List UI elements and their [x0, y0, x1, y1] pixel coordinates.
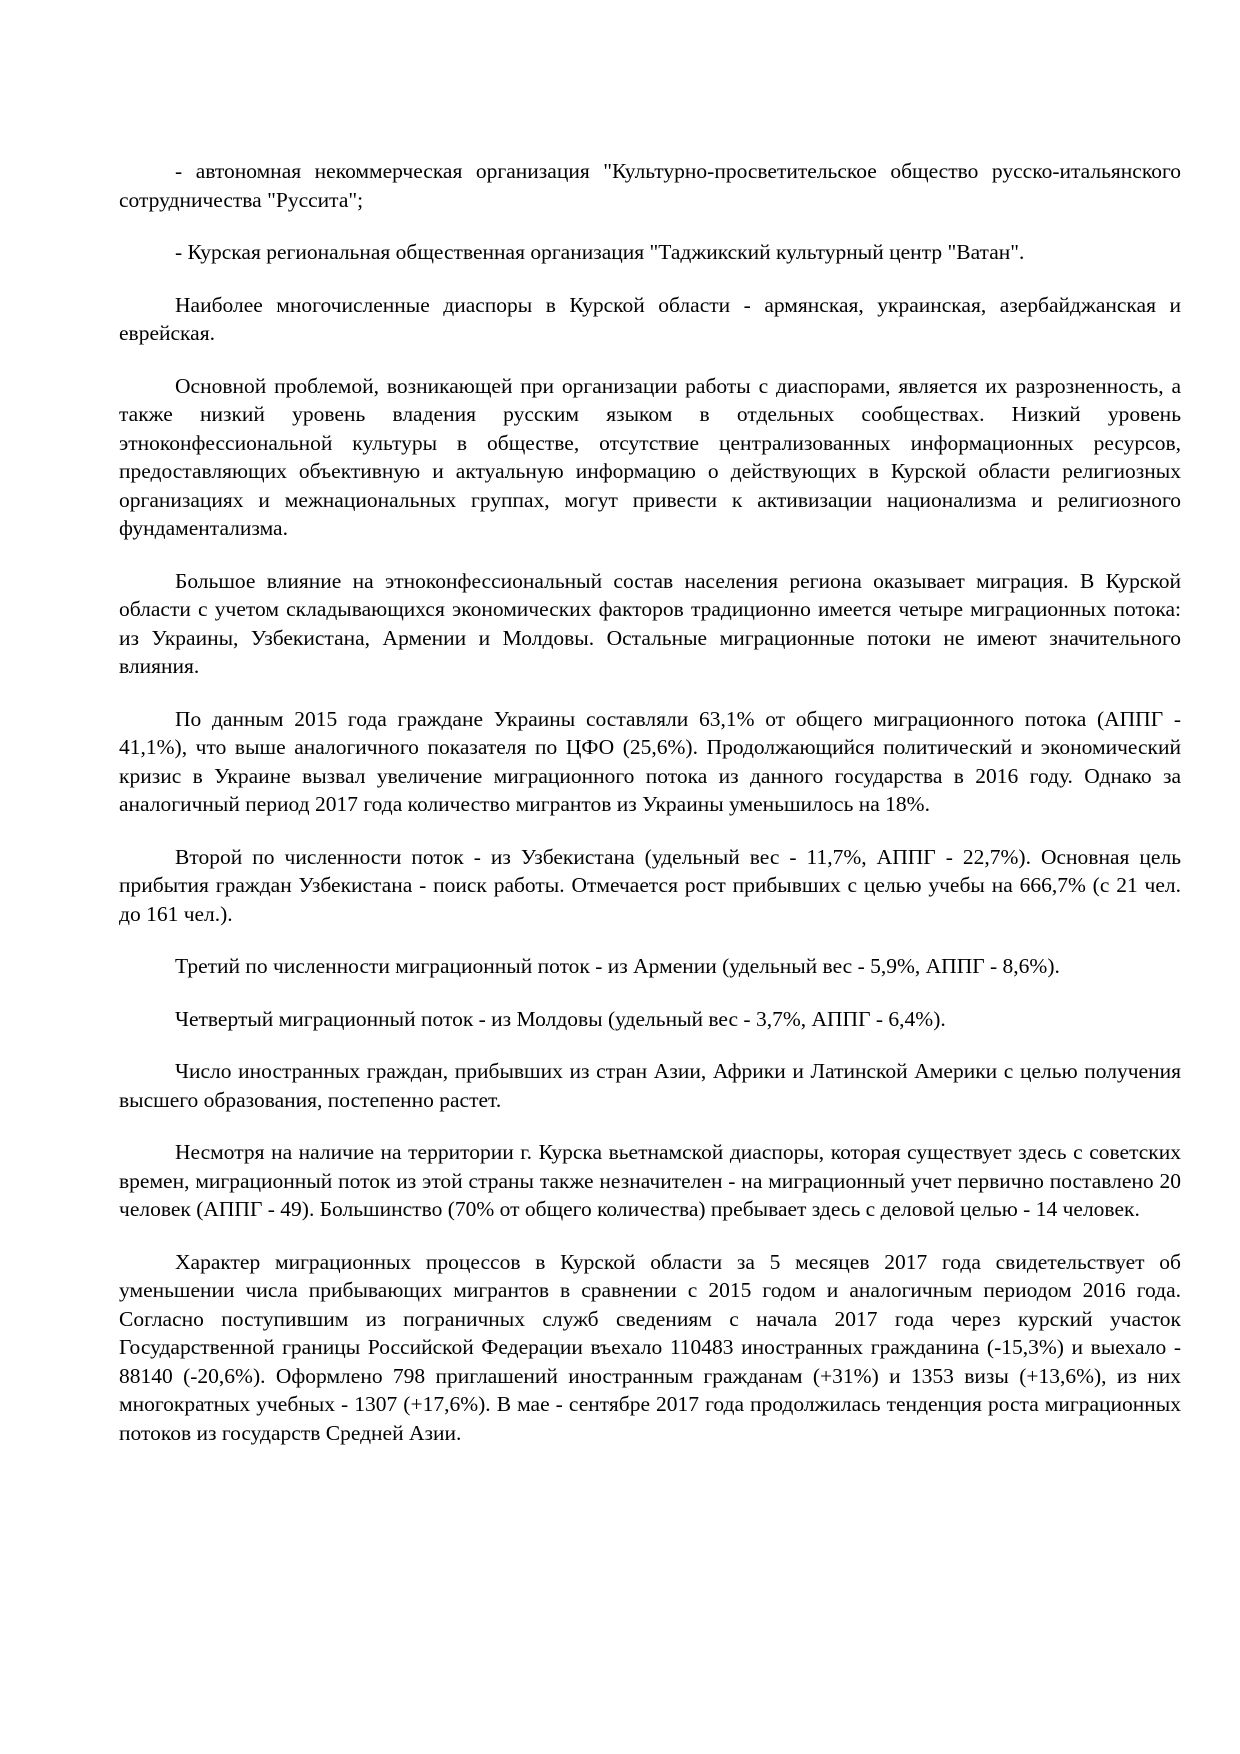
paragraph-diasporas: Наиболее многочисленные диаспоры в Курской области - армянская, украинская, азербайджанская и еврейская. [119, 292, 1181, 345]
paragraph-armenia: Третий по численности миграционный поток - из Армении (удельный вес - 5,9%, АППГ - 8,6%). [175, 954, 1060, 978]
paragraph-main-problem: Основной проблемой, возникающей при организации работы с диаспорами, является их разрозненность, а также низкий уровень владения русским языком в отдельных сообществах. Низкий уровень этноконфессиональной культуры в обществе, отсутствие централизованных информационных ресурсов, предоставляющих объективную и актуальную информацию о действующих в Курской области религиозных организациях и межнациональных группах, могут привести к активизации национализма и религиозного фундаментализма. [119, 373, 1181, 540]
paragraph-organization-vatan: - Курская региональная общественная организация "Таджикский культурный центр "Ватан". [175, 240, 1025, 264]
paragraph-ukraine: По данным 2015 года граждане Украины составляли 63,1% от общего миграционного потока (АППГ - 41,1%), что выше аналогичного показателя по ЦФО (25,6%). Продолжающийся политический и экономический кризис в Украине вызвал увеличение миграционного потока из данного государства в 2016 году. Однако за аналогичный период 2017 года количество мигрантов из Украины уменьшилось на 18%. [119, 706, 1181, 816]
paragraph-migration-influence: Большое влияние на этноконфессиональный состав населения региона оказывает миграция. В Курской области с учетом складывающихся экономических факторов традиционно имеется четыре миграционных потока: из Украины, Узбекистана, Армении и Молдовы. Остальные миграционные потоки не имеют значительного влияния. [119, 568, 1181, 678]
paragraph-vietnam: Несмотря на наличие на территории г. Курска вьетнамской диаспоры, которая существует здесь с советских времен, миграционный поток из этой страны также незначителен - на миграционный учет первично поставлено 20 человек (АППГ - 49). Большинство (70% от общего количества) пребывает здесь с деловой целью - 14 человек. [119, 1140, 1181, 1221]
paragraph-uzbekistan: Второй по численности поток - из Узбекистана (удельный вес - 11,7%, АППГ - 22,7%). Основная цель прибытия граждан Узбекистана - поиск работы. Отмечается рост прибывших с целью учебы на 666,7% (с 21 чел. до 161 чел.). [119, 844, 1181, 926]
paragraph-moldova: Четвертый миграционный поток - из Молдовы (удельный вес - 3,7%, АППГ - 6,4%). [175, 1006, 946, 1031]
paragraph-organization-russita: - автономная некоммерческая организация "Культурно-просветительское общество русско-итальянского сотрудничества "Руссита"; [119, 159, 1181, 212]
paragraph-students: Число иностранных граждан, прибывших из стран Азии, Африки и Латинской Америки с целью получения высшего образования, постепенно растет. [119, 1059, 1181, 1112]
paragraph-migration-character: Характер миграционных процессов в Курской области за 5 месяцев 2017 года свидетельствует об уменьшении числа прибывающих мигрантов в сравнении с 2015 годом и аналогичным периодом 2016 года. Согласно поступившим из пограничных служб сведениям с начала 2017 года через курский участок Государственной границы Российской Федерации въехало 110483 иностранных гражданина (-15,3%) и выехало - 88140 (-20,6%). Оформлено 798 приглашений иностранным гражданам (+31%) и 1353 визы (+13,6%), из них многократных учебных - 1307 (+17,6%). В мае - сентябре 2017 года продолжилась тенденция роста миграционных потоков из государств Средней Азии. [119, 1249, 1181, 1445]
document-page [119, 157, 1181, 1471]
